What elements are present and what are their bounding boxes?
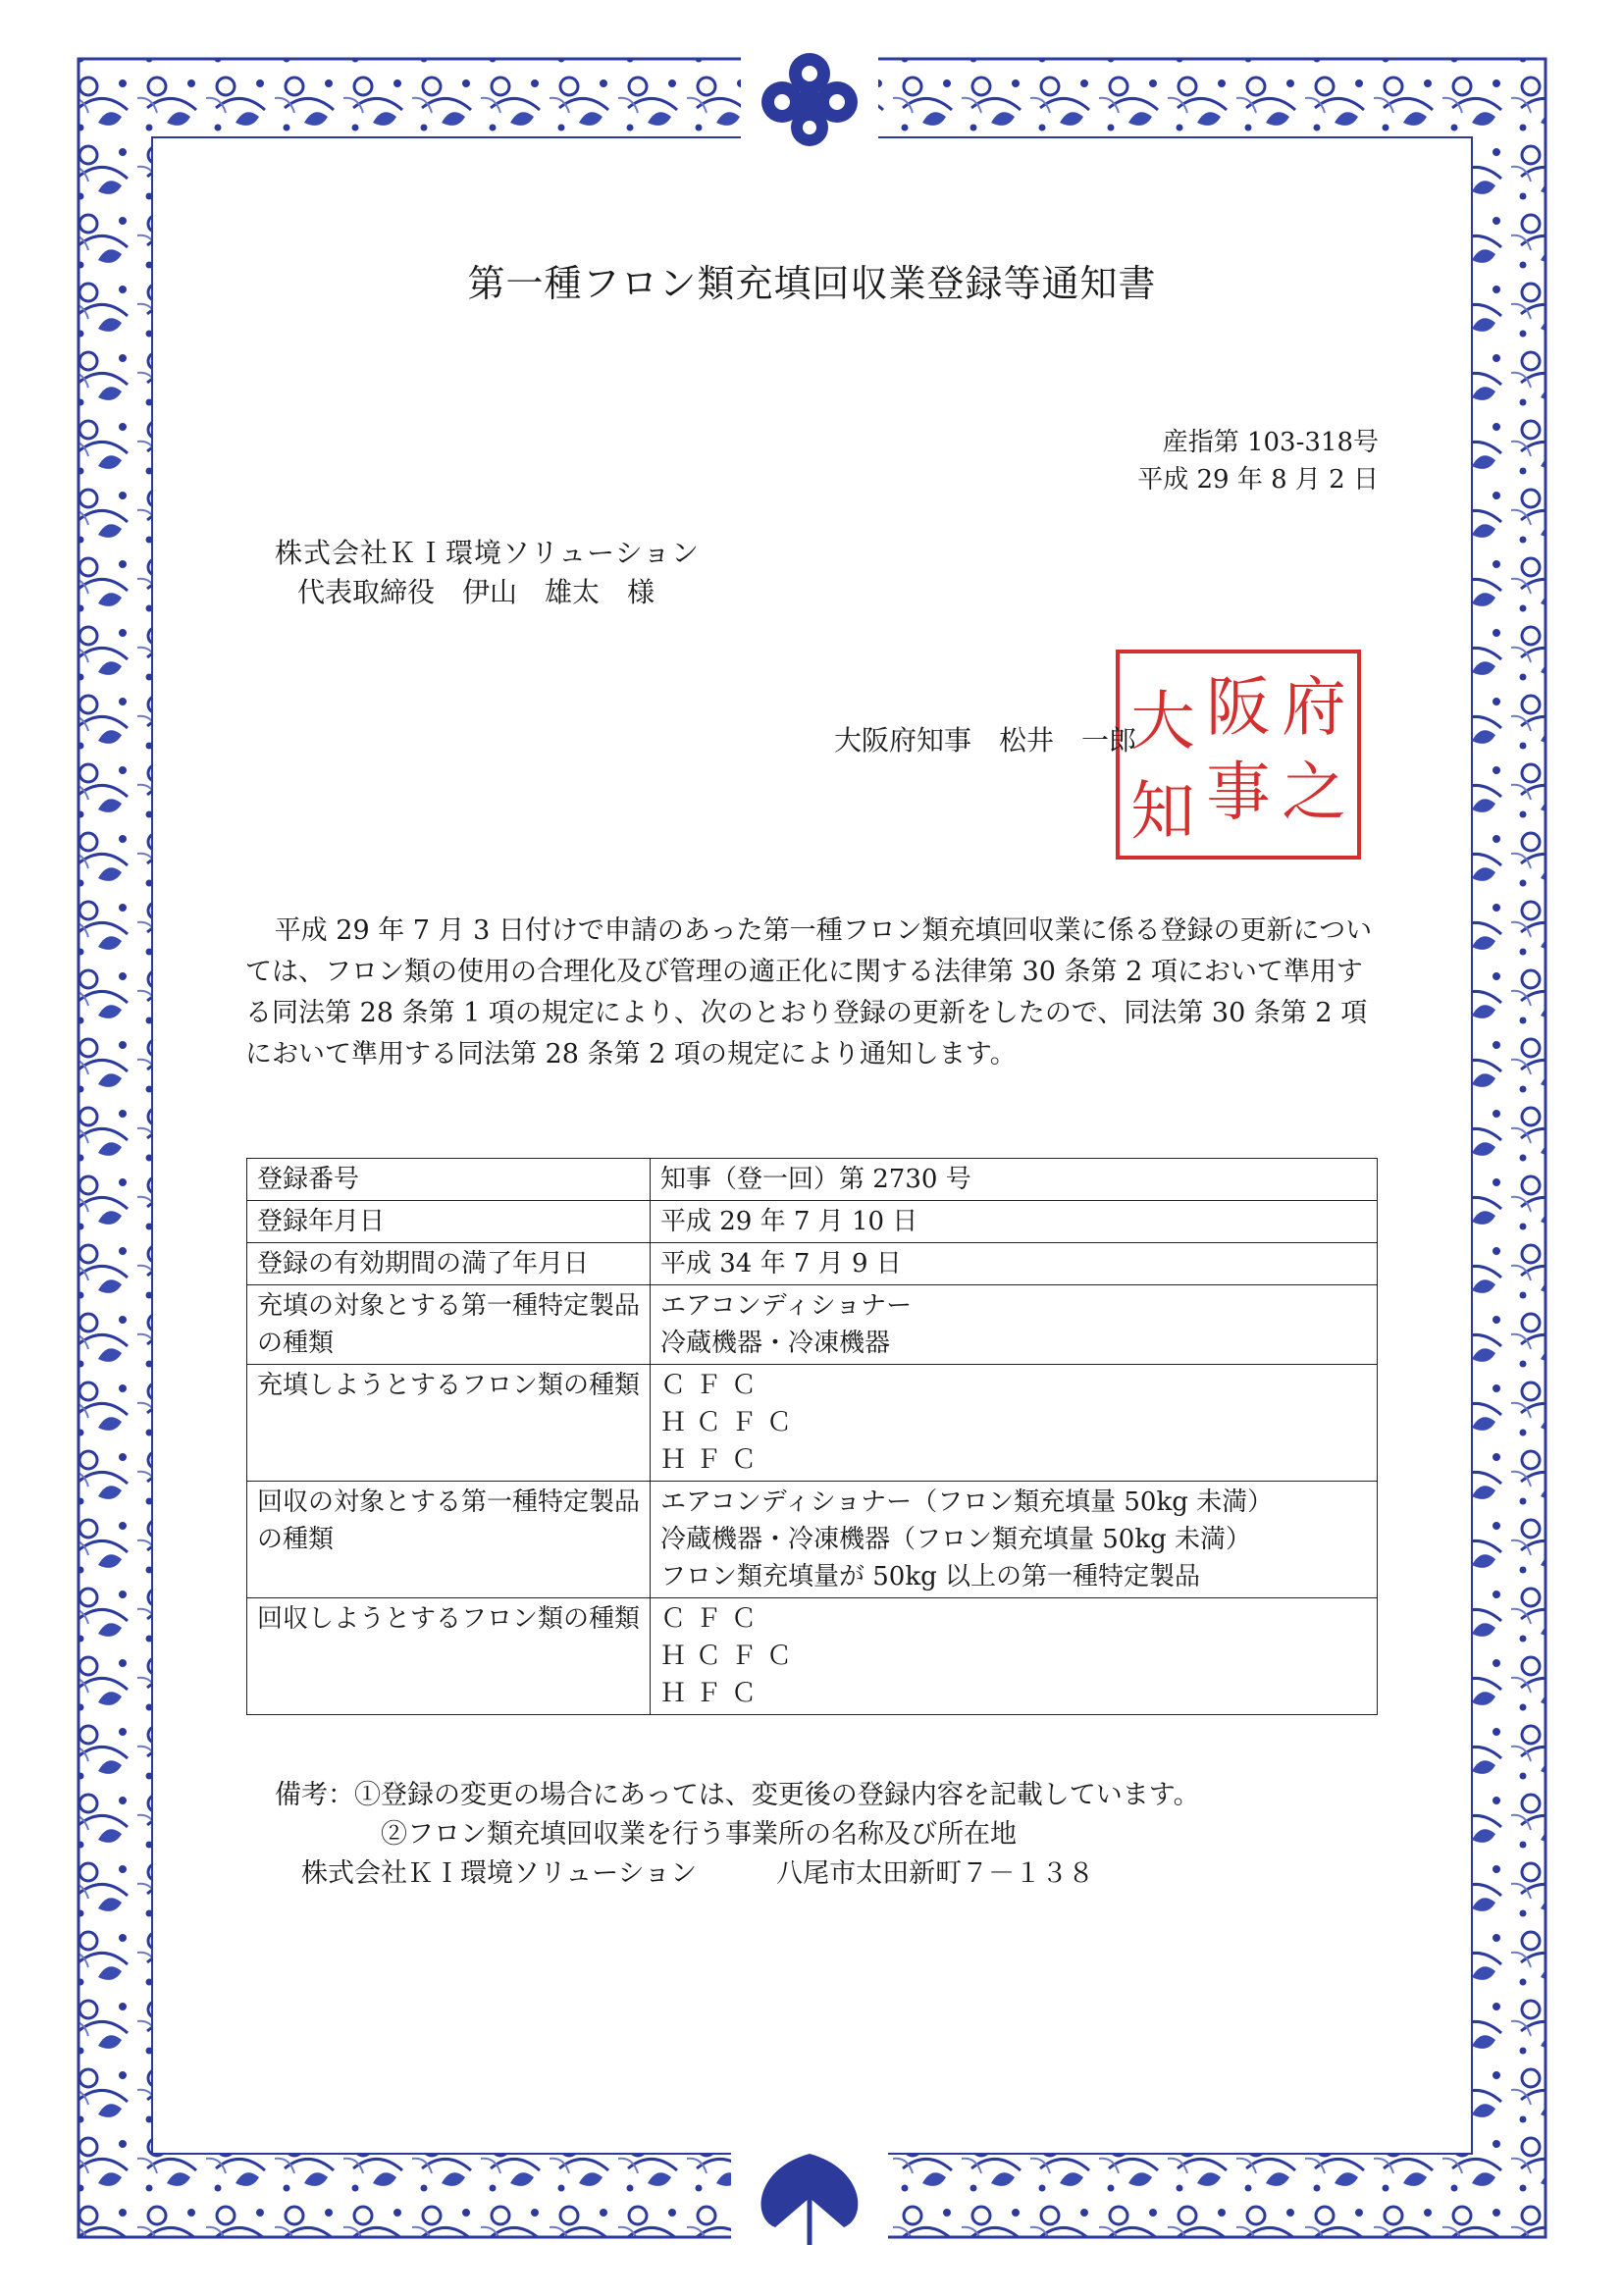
row-value: ＣＦＣ ＨＣＦＣ ＨＦＣ — [651, 1365, 1378, 1482]
remark-line: 備考：①登録の変更の場合にあっては、変更後の登録内容を記載しています。 — [275, 1780, 1200, 1810]
seal-char: 知 — [1130, 773, 1195, 849]
table-row — [247, 1285, 1378, 1365]
table-row — [247, 1243, 1378, 1285]
table-row — [247, 1159, 1378, 1201]
table-row — [247, 1201, 1378, 1243]
document-title: 第一種フロン類充填回収業登録等通知書 — [467, 262, 1157, 305]
ginkgo-ornament-icon — [731, 2139, 888, 2247]
remark-line: ②フロン類充填回収業を行う事業所の名称及び所在地 — [275, 1819, 1017, 1850]
row-value: 平成 29 年 7 月 10 日 — [651, 1201, 1378, 1243]
row-value: 平成 34 年 7 月 9 日 — [651, 1243, 1378, 1285]
table-row — [247, 1598, 1378, 1715]
recipient-company: 株式会社ＫＩ環境ソリューション — [275, 537, 701, 569]
document-number: 産指第 103-318号 — [1162, 428, 1379, 457]
official-seal — [1116, 650, 1361, 860]
row-value: エアコンディショナー 冷蔵機器・冷凍機器 — [651, 1285, 1378, 1365]
recipient-name: 代表取締役 伊山 雄太 様 — [297, 576, 655, 608]
issuer-name: 大阪府知事 松井 一郎 — [834, 724, 1137, 757]
seal-char: 之 — [1282, 755, 1346, 830]
table-row — [247, 1365, 1378, 1482]
osaka-emblem-icon — [741, 47, 878, 146]
seal-char: 府 — [1282, 670, 1346, 746]
remarks — [275, 1776, 1200, 1894]
seal-char: 阪 — [1206, 670, 1271, 746]
registration-table — [246, 1158, 1378, 1715]
row-label: 登録番号 — [247, 1159, 651, 1201]
row-value: 知事（登一回）第 2730 号 — [651, 1159, 1378, 1201]
document-date: 平成 29 年 8 月 2 日 — [1137, 465, 1379, 495]
body-paragraph: 平成 29 年 7 月 3 日付けで申請のあった第一種フロン類充填回収業に係る登録の更新については、フロン類の使用の合理化及び管理の適正化に関する法律第 30 条第 2 項において準用する同法第 28 条第 1 項の規定により、次のとおり登録の更新をしたので、同法第 30 条第 2 項において準用する同法第 28 条第 2 項の規定により通知します。 — [245, 915, 1373, 1070]
row-value: ＣＦＣ ＨＣＦＣ ＨＦＣ — [651, 1598, 1378, 1715]
row-label: 回収しようとするフロン類の種類 — [247, 1598, 651, 1715]
seal-char: 事 — [1206, 755, 1271, 830]
row-label: 回収の対象とする第一種特定製品の種類 — [247, 1482, 651, 1598]
table-row — [247, 1482, 1378, 1598]
seal-char: 大 — [1130, 684, 1195, 759]
row-label: 充填の対象とする第一種特定製品の種類 — [247, 1285, 651, 1365]
row-label: 充填しようとするフロン類の種類 — [247, 1365, 651, 1482]
row-value: エアコンディショナー（フロン類充填量 50kg 未満） 冷蔵機器・冷凍機器（フロン類充填量 50kg 未満） フロン類充填量が 50kg 以上の第一種特定製品 — [651, 1482, 1378, 1598]
row-label: 登録年月日 — [247, 1201, 651, 1243]
row-label: 登録の有効期間の満了年月日 — [247, 1243, 651, 1285]
body-text — [245, 911, 1384, 1075]
remark-line: 株式会社ＫＩ環境ソリューション 八尾市太田新町７－１３８ — [275, 1858, 1095, 1889]
